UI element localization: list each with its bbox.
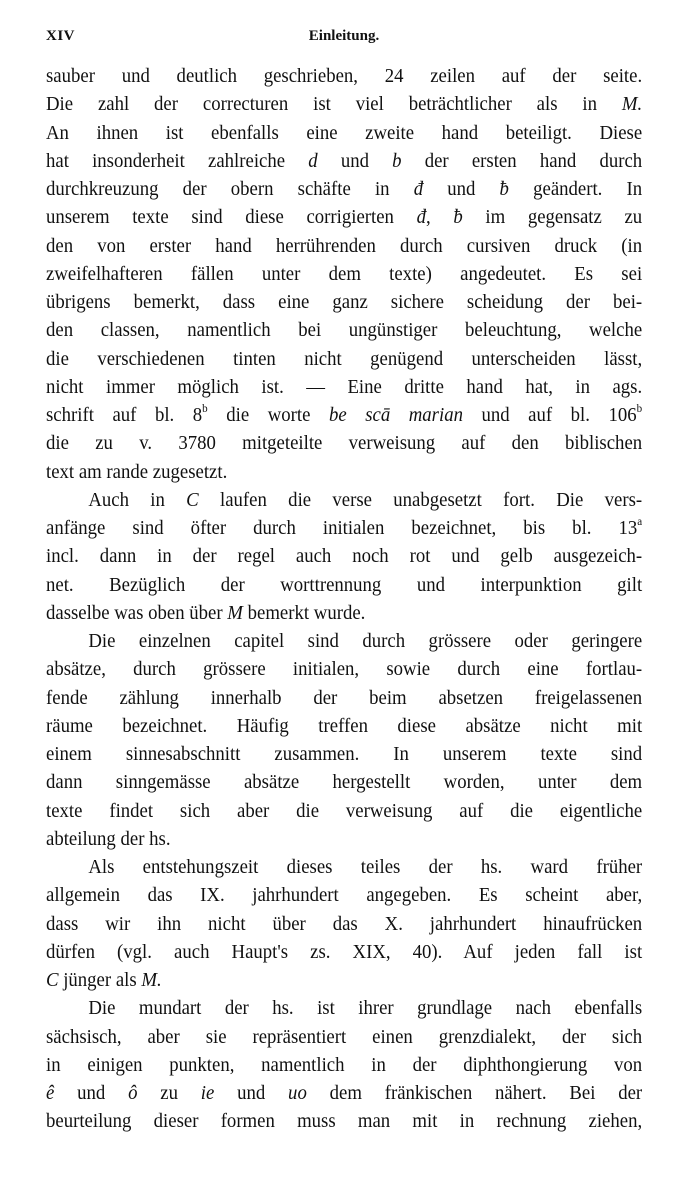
text-segment: und auf bl. 106 <box>462 404 637 426</box>
text-segment: fende zählung innerhalb der beim absetzen freigelassenen <box>46 686 643 709</box>
text-line <box>46 768 642 796</box>
italic-segment: ƀ <box>453 206 463 229</box>
text-line <box>46 966 642 994</box>
text-segment: geändert. In <box>508 178 643 200</box>
text-segment: absätze, durch grössere initialen, sowie durch eine fortlau- <box>46 658 643 681</box>
text-line <box>46 740 642 768</box>
text-segment: und <box>317 149 393 172</box>
text-line <box>46 910 642 938</box>
superscript: a <box>637 514 643 528</box>
italic-segment: M. <box>621 93 643 116</box>
text-line <box>46 514 642 542</box>
text-line <box>46 203 642 231</box>
text-segment: Auch in <box>88 488 187 511</box>
text-segment: , <box>425 206 454 229</box>
text-segment: zu <box>137 1082 201 1104</box>
text-line <box>46 712 642 740</box>
text-line <box>46 345 642 373</box>
text-line <box>46 1023 642 1051</box>
text-line <box>46 90 642 118</box>
text-segment: Als entstehungszeit dieses teiles der hs. ward früher <box>88 856 643 878</box>
text-line <box>46 260 642 288</box>
text-segment: jünger als <box>58 969 142 991</box>
italic-segment: be scā marian <box>328 404 463 426</box>
text-segment: räume bezeichnet. Häufig treffen diese absätze nicht mit <box>46 714 643 737</box>
text-line <box>46 599 642 627</box>
text-segment: Die zahl der correcturen ist viel beträchtlicher als in <box>46 93 622 116</box>
text-column <box>46 62 642 1136</box>
text-segment: laufen die verse unabgesetzt fort. Die vers- <box>198 488 643 511</box>
italic-segment: d <box>308 149 318 172</box>
text-segment: Die mundart der hs. ist ihrer grundlage nach ebenfalls <box>88 997 643 1020</box>
text-segment: dasselbe was oben über <box>46 601 228 624</box>
running-title: Einleitung. <box>308 28 380 44</box>
italic-segment: uo <box>288 1082 307 1104</box>
text-segment: und <box>214 1082 289 1104</box>
superscript: b <box>636 401 643 415</box>
text-line <box>46 147 642 175</box>
text-segment: einem sinnesabschnitt zusammen. In unserem texte sind <box>46 743 643 765</box>
text-segment: nicht immer möglich ist. — Eine dritte hand hat, in ags. <box>46 375 643 398</box>
text-line <box>46 119 642 147</box>
text-segment: der ersten hand durch <box>401 149 643 172</box>
text-segment: bemerkt wurde. <box>242 601 366 624</box>
text-segment: texte findet sich aber die verweisung auf die eigentliche <box>46 799 643 822</box>
text-line <box>46 429 642 457</box>
italic-segment: ƀ <box>499 178 509 200</box>
text-segment: dürfen (vgl. auch Haupt's zs. XIX, 40). Auf jeden fall ist <box>46 940 643 963</box>
text-line <box>46 1079 642 1107</box>
text-line <box>46 175 642 203</box>
text-line <box>46 571 642 599</box>
page-header <box>46 28 642 52</box>
italic-segment: C <box>186 488 199 511</box>
text-segment: hat insonderheit zahlreiche <box>46 149 309 172</box>
text-segment: incl. dann in der regel auch noch rot und gelb ausgezeich- <box>46 545 643 568</box>
italic-segment: C <box>46 969 59 991</box>
text-segment: die worte <box>207 404 329 426</box>
text-line <box>46 62 642 90</box>
text-segment: dann sinngemässe absätze hergestellt worden, unter dem <box>46 771 643 794</box>
text-line <box>46 655 642 683</box>
text-segment: beurteilung dieser formen muss man mit in rechnung ziehen, <box>46 1110 643 1133</box>
text-line <box>46 627 642 655</box>
text-segment: in einigen punkten, namentlich in der diphthongierung von <box>46 1053 643 1076</box>
text-line <box>46 881 642 909</box>
italic-segment: ê <box>46 1082 55 1104</box>
text-segment: unserem texte sind diese corrigierten <box>46 206 417 229</box>
text-segment: den classen, namentlich bei ungünstiger beleuchtung, welche <box>46 319 643 342</box>
text-line <box>46 542 642 570</box>
text-line <box>46 316 642 344</box>
text-line <box>46 853 642 881</box>
body-text <box>46 62 643 1136</box>
text-line <box>46 825 642 853</box>
text-segment: durchkreuzung der obern schäfte in <box>46 178 414 200</box>
text-line <box>46 458 642 486</box>
text-segment: im gegensatz zu <box>462 206 643 229</box>
text-line <box>46 684 642 712</box>
page-number: XIV <box>46 28 76 44</box>
text-segment: text am rande zugesetzt. <box>46 460 228 483</box>
italic-segment: ô <box>128 1082 138 1104</box>
text-line <box>46 486 642 514</box>
text-segment: Die einzelnen capitel sind durch grössere oder geringere <box>88 630 643 652</box>
text-segment: und <box>54 1082 129 1104</box>
text-line <box>46 1051 642 1079</box>
text-segment: net. Bezüglich der worttrennung und interpunktion gilt <box>46 573 643 596</box>
text-line <box>46 938 642 966</box>
italic-segment: ie <box>200 1082 215 1104</box>
text-segment: zweifelhafteren fällen unter dem texte) angedeutet. Es sei <box>46 262 643 285</box>
text-segment: anfänge sind öfter durch initialen bezeichnet, bis bl. 13 <box>46 517 638 539</box>
italic-segment: b <box>392 149 402 172</box>
text-line <box>46 288 642 316</box>
text-line <box>46 994 642 1022</box>
text-segment: die verschiedenen tinten nicht genügend unterscheiden lässt, <box>46 347 643 370</box>
italic-segment: M <box>227 601 243 624</box>
italic-segment: M. <box>141 969 162 991</box>
italic-segment: đ <box>416 206 426 229</box>
text-line <box>46 401 642 429</box>
text-segment: die zu v. 3780 mitgeteilte verweisung auf den biblischen <box>46 432 643 455</box>
italic-segment: đ <box>413 178 424 200</box>
text-segment: und <box>423 178 500 200</box>
text-line <box>46 232 642 260</box>
superscript: b <box>202 401 208 415</box>
text-segment: schrift auf bl. 8 <box>46 404 203 426</box>
text-segment: abteilung der hs. <box>46 827 171 850</box>
text-segment: dem fränkischen nähert. Bei der <box>306 1082 643 1104</box>
text-line <box>46 373 642 401</box>
text-line <box>46 1107 642 1135</box>
text-segment: dass wir ihn nicht über das X. jahrhundert hinaufrücken <box>46 912 643 935</box>
text-segment: sauber und deutlich geschrieben, 24 zeilen auf der seite. <box>46 65 643 87</box>
text-segment: sächsisch, aber sie repräsentiert einen grenzdialekt, der sich <box>46 1025 643 1048</box>
text-segment: den von erster hand herrührenden durch cursiven druck (in <box>46 234 643 257</box>
text-segment: allgemein das IX. jahrhundert angegeben. Es scheint aber, <box>46 884 643 907</box>
text-line <box>46 797 642 825</box>
text-segment: An ihnen ist ebenfalls eine zweite hand beteiligt. Diese <box>46 121 643 144</box>
text-segment: übrigens bemerkt, dass eine ganz sichere scheidung der bei- <box>46 291 643 313</box>
